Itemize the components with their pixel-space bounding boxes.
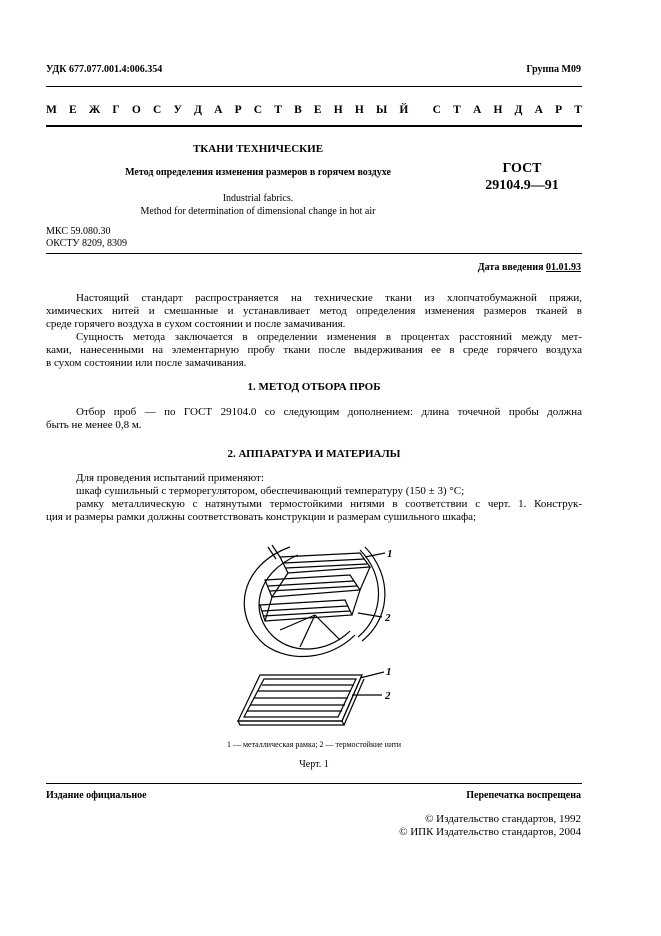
banner-letter: Е (69, 104, 77, 116)
english-title-line2: Method for determination of dimensional change in hot air (140, 206, 376, 217)
banner-letter: Е (313, 104, 322, 116)
text-line: Отбор проб — по ГОСТ 29104.0 со следующим дополнением: длина точечной пробы должна (76, 406, 582, 418)
intro-paragraph-2 (46, 331, 582, 370)
interstate-standard-banner (46, 104, 582, 116)
classification-divider (46, 253, 582, 254)
figure-label: Черт. 1 (299, 759, 329, 770)
section-2-heading: 2. АППАРАТУРА И МАТЕРИАЛЫ (227, 448, 401, 460)
date-label: Дата введения (477, 262, 546, 273)
mks-code: МКС 59.080.30 (46, 226, 111, 237)
section-1-heading: 1. МЕТОД ОТБОРА ПРОБ (247, 381, 381, 393)
thread (286, 564, 367, 568)
flat-metal-frame (238, 672, 384, 725)
banner-letter: С (432, 104, 441, 116)
text-line: быть не менее 0,8 м. (46, 419, 142, 431)
intro-paragraph-1 (46, 292, 582, 331)
frame-side-edge (344, 679, 364, 725)
method-title: Метод определения изменения размеров в горячем воздухе (125, 167, 391, 178)
banner-letter: В (294, 104, 302, 116)
gost-label: ГОСТ (502, 161, 542, 176)
gost-number: 29104.9—91 (485, 178, 559, 193)
thread (284, 559, 365, 563)
holder-spoke (300, 615, 315, 647)
banner-letter: Д (194, 104, 202, 116)
banner-letter: М (46, 104, 57, 116)
banner-letter: Г (112, 104, 120, 116)
holder-strut (360, 567, 370, 590)
banner-letter: О (131, 104, 141, 116)
document-title: ТКАНИ ТЕХНИЧЕСКИЕ (192, 143, 324, 155)
text-line: Сущность метода заключается в определении изменения в процентах расстояний между мет- (76, 331, 582, 343)
official-edition: Издание официальное (46, 790, 147, 801)
reprint-prohibited: Перепечатка воспрещена (466, 790, 581, 801)
banner-letter: Й (399, 104, 409, 116)
callout-1-upper: 1 (387, 548, 393, 560)
text-line: в сухом состоянии или после замачивания. (46, 357, 247, 369)
cylindrical-frame-holder (244, 545, 385, 656)
holder-strut (352, 590, 360, 615)
section-2-text (46, 472, 582, 524)
banner-letter: Ы (375, 104, 388, 116)
banner-letter: А (214, 104, 223, 116)
banner-letter: Н (493, 104, 503, 116)
text-line: Для проведения испытаний применяют: (76, 472, 264, 484)
date-value: 01.01.93 (546, 262, 581, 273)
banner-letter: С (253, 104, 263, 116)
okstu-code: ОКСТУ 8209, 8309 (46, 238, 128, 249)
banner-letter: Т (574, 104, 582, 116)
text-line: ция и размеры рамки должны соответствовать конструкции и размерам сушильного шкафа; (46, 511, 477, 523)
classification-codes (46, 226, 127, 250)
holder-strut (265, 597, 272, 621)
thread (262, 606, 348, 611)
udk-code: УДК 677.077.001.4:006.354 (46, 64, 163, 75)
banner-letter: Н (333, 104, 343, 116)
banner-letter: Т (453, 104, 461, 116)
text-line: химических нитей и смешанные и устанавливает метод определения изменения размеров тканей в (46, 305, 582, 317)
introduction-date (478, 262, 581, 273)
copyright-line: © Издательство стандартов, 1992 (425, 813, 581, 825)
banner-letter: Д (514, 104, 523, 116)
banner-letter: А (472, 104, 482, 116)
callout-2-upper: 2 (385, 612, 391, 624)
holder-spoke (280, 615, 315, 630)
text-line: рамку металлическую с натянутыми термостойкими нитями в соответствии с черт. 1. Конструк- (76, 498, 582, 510)
banner-letter: С (152, 104, 162, 116)
leader-line-2 (358, 613, 382, 617)
group-code: Группа М09 (526, 64, 581, 75)
copyright-line: © ИПК Издательство стандартов, 2004 (399, 826, 581, 838)
callout-1-lower: 1 (386, 666, 392, 678)
figure-caption: 1 — металлическая рамка; 2 — термостойкие нити (226, 740, 402, 749)
holder-right-arc (358, 550, 379, 637)
banner-letter: У (173, 104, 182, 116)
banner-divider (46, 125, 582, 127)
leader-line-1 (360, 672, 384, 678)
thread (270, 586, 357, 591)
section-1-text (46, 406, 582, 432)
banner-letter: А (534, 104, 543, 116)
frame-edge (238, 721, 344, 725)
copyright-block (399, 813, 581, 839)
text-line: ками, нанесенными на элементарную пробу ткани после выдерживания ее в среде горячего воздуха (46, 344, 582, 356)
figure-1-drawing (220, 535, 420, 735)
banner-letter: Ж (88, 104, 101, 116)
banner-letter: Т (274, 104, 282, 116)
thread (263, 611, 350, 616)
text-line: среде горячего воздуха в сухом состоянии и после замачивания. (46, 318, 346, 330)
top-divider (46, 86, 582, 87)
banner-letter: Н (354, 104, 364, 116)
leader-line-1 (365, 553, 385, 557)
holder-spoke (315, 615, 340, 640)
gost-designation (470, 160, 574, 194)
banner-letter: Р (555, 104, 563, 116)
text-line: шкаф сушильный с терморегулятором, обеспечивающий температуру (150 ± 3) °С; (76, 485, 465, 497)
text-line: Настоящий стандарт распространяется на технические ткани из хлопчатобумажной пряжи, (76, 292, 582, 304)
callout-2-lower: 2 (385, 690, 391, 702)
english-title-line1: Industrial fabrics. (222, 193, 294, 204)
banner-letter: Р (234, 104, 242, 116)
footer-divider (46, 783, 582, 784)
